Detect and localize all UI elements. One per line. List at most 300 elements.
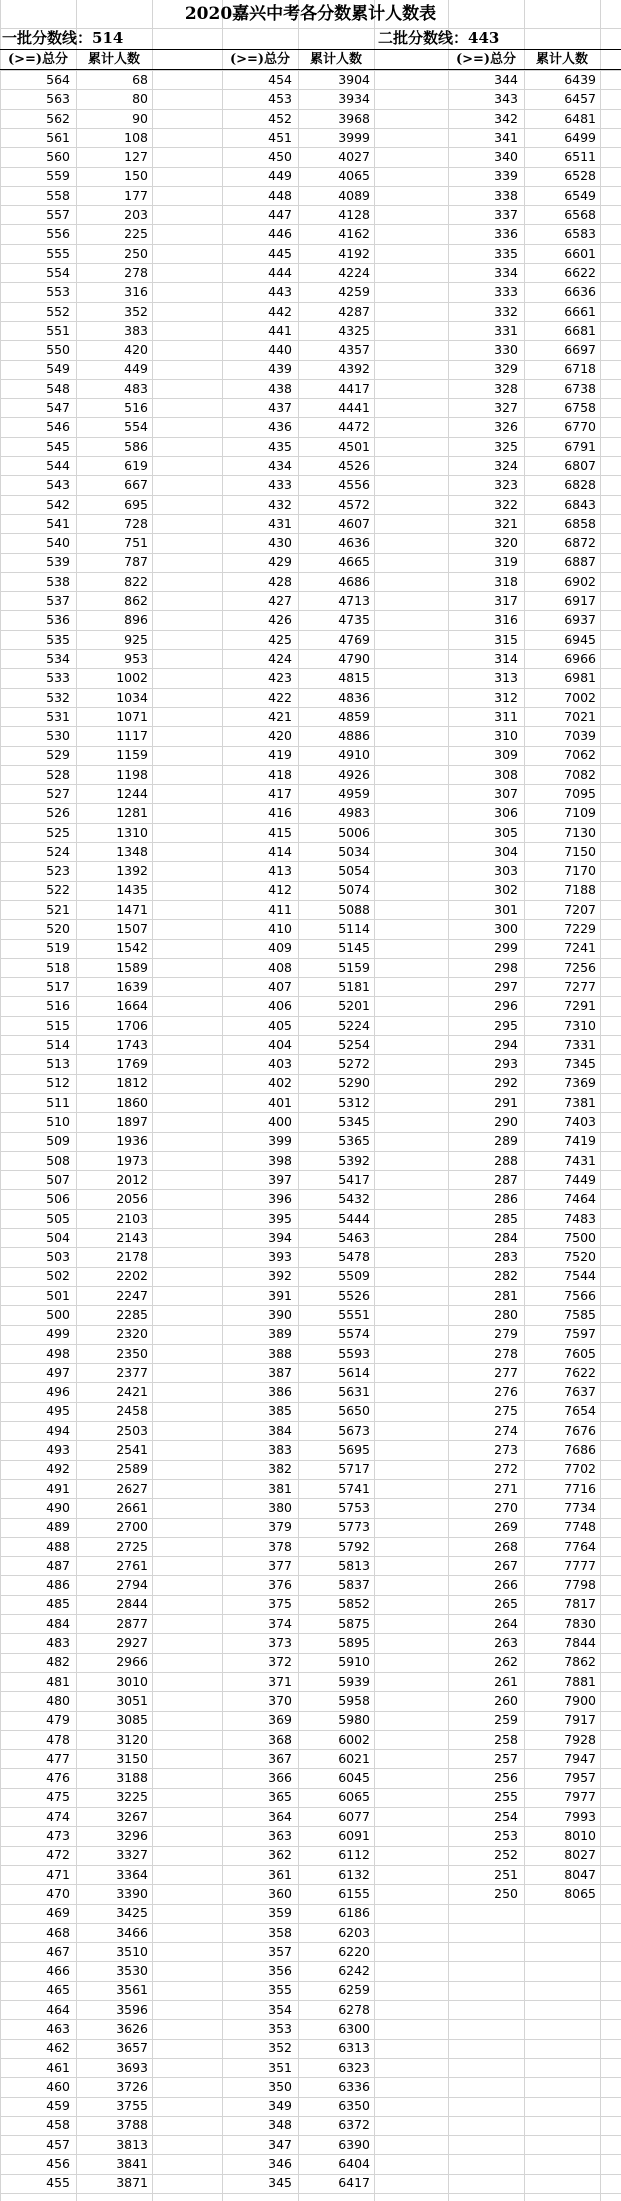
score-cell: 418	[268, 766, 292, 782]
table-row	[222, 1787, 374, 1806]
table-row	[0, 475, 152, 494]
score-cell: 423	[268, 670, 292, 686]
count-cell: 1936	[116, 1133, 148, 1149]
table-row	[0, 186, 152, 205]
count-cell: 4607	[338, 515, 370, 531]
count-cell: 6738	[564, 380, 596, 396]
count-cell: 3327	[116, 1847, 148, 1863]
count-cell: 4259	[338, 284, 370, 300]
score-cell: 386	[268, 1384, 292, 1400]
table-row	[222, 1807, 374, 1826]
count-cell: 7520	[564, 1249, 596, 1265]
count-cell: 6622	[564, 264, 596, 280]
table-row	[222, 572, 374, 591]
table-row	[0, 2173, 152, 2192]
score-cell: 534	[46, 650, 70, 666]
score-cell: 288	[494, 1152, 518, 1168]
count-cell: 1071	[116, 708, 148, 724]
table-row	[0, 1247, 152, 1266]
table-row	[0, 1498, 152, 1517]
table-row	[448, 842, 600, 861]
table-row	[448, 533, 600, 552]
score-cell: 392	[268, 1268, 292, 1284]
count-cell: 5478	[338, 1249, 370, 1265]
score-cell: 340	[494, 149, 518, 165]
table-row	[0, 495, 152, 514]
count-cell: 2503	[116, 1422, 148, 1438]
count-cell: 7748	[564, 1519, 596, 1535]
score-cell: 549	[46, 361, 70, 377]
count-cell: 6807	[564, 457, 596, 473]
count-cell: 1198	[116, 766, 148, 782]
score-cell: 464	[46, 2001, 70, 2017]
count-cell: 5444	[338, 1210, 370, 1226]
table-row	[222, 321, 374, 340]
count-cell: 1392	[116, 863, 148, 879]
score-cell: 318	[494, 573, 518, 589]
table-row	[448, 1421, 600, 1440]
table-row	[0, 109, 152, 128]
score-cell: 324	[494, 457, 518, 473]
table-row	[222, 1884, 374, 1903]
score-cell: 415	[268, 824, 292, 840]
score-cell: 497	[46, 1364, 70, 1380]
count-cell: 4472	[338, 419, 370, 435]
score-cell: 563	[46, 91, 70, 107]
count-cell: 6186	[338, 1905, 370, 1921]
count-cell: 6242	[338, 1963, 370, 1979]
count-cell: 7381	[564, 1094, 596, 1110]
table-row	[0, 1170, 152, 1189]
score-cell: 278	[494, 1345, 518, 1361]
score-cell: 337	[494, 207, 518, 223]
table-row	[0, 205, 152, 224]
count-cell: 7716	[564, 1480, 596, 1496]
table-row	[448, 919, 600, 938]
score-cell: 527	[46, 785, 70, 801]
count-cell: 7947	[564, 1750, 596, 1766]
count-cell: 5650	[338, 1403, 370, 1419]
count-cell: 6350	[338, 2098, 370, 2114]
count-cell: 2541	[116, 1442, 148, 1458]
count-cell: 7331	[564, 1036, 596, 1052]
count-cell: 3150	[116, 1750, 148, 1766]
table-row	[448, 1131, 600, 1150]
table-row	[222, 1131, 374, 1150]
table-row	[448, 1286, 600, 1305]
score-cell: 511	[46, 1094, 70, 1110]
table-row	[448, 1498, 600, 1517]
score-cell: 434	[268, 457, 292, 473]
table-row	[0, 398, 152, 417]
count-cell: 7369	[564, 1075, 596, 1091]
table-row	[0, 2135, 152, 2154]
score-cell: 523	[46, 863, 70, 879]
table-row	[448, 1710, 600, 1729]
count-cell: 4926	[338, 766, 370, 782]
score-cell: 323	[494, 477, 518, 493]
table-row	[448, 166, 600, 185]
table-row	[448, 1016, 600, 1035]
table-row	[222, 2038, 374, 2057]
score-cell: 473	[46, 1828, 70, 1844]
header-score-2: (>=)总分	[229, 52, 291, 67]
score-cell: 397	[268, 1171, 292, 1187]
score-cell: 294	[494, 1036, 518, 1052]
table-row	[448, 70, 600, 89]
table-row	[0, 823, 152, 842]
score-cell: 530	[46, 728, 70, 744]
count-cell: 449	[124, 361, 148, 377]
table-row	[448, 514, 600, 533]
table-row	[0, 1305, 152, 1324]
table-row	[0, 861, 152, 880]
score-cell: 476	[46, 1770, 70, 1786]
count-cell: 6077	[338, 1808, 370, 1824]
table-row	[222, 1440, 374, 1459]
score-cell: 469	[46, 1905, 70, 1921]
count-cell: 7764	[564, 1538, 596, 1554]
table-row	[0, 1942, 152, 1961]
score-cell: 345	[268, 2175, 292, 2191]
score-cell: 344	[494, 72, 518, 87]
score-cell: 437	[268, 400, 292, 416]
count-cell: 2927	[116, 1635, 148, 1651]
table-row	[222, 1575, 374, 1594]
score-cell: 357	[268, 1943, 292, 1959]
table-row	[222, 1228, 374, 1247]
count-cell: 7002	[564, 689, 596, 705]
header-count-3: 累计人数	[535, 52, 588, 67]
score-cell: 426	[268, 612, 292, 628]
score-cell: 377	[268, 1557, 292, 1573]
table-row	[222, 1710, 374, 1729]
count-cell: 1281	[116, 805, 148, 821]
count-cell: 6045	[338, 1770, 370, 1786]
table-row	[448, 1614, 600, 1633]
score-cell: 298	[494, 959, 518, 975]
count-cell: 420	[124, 342, 148, 358]
score-cell: 263	[494, 1635, 518, 1651]
count-cell: 695	[124, 496, 148, 512]
score-cell: 551	[46, 322, 70, 338]
count-cell: 7957	[564, 1770, 596, 1786]
count-cell: 5741	[338, 1480, 370, 1496]
table-row	[0, 1787, 152, 1806]
count-cell: 6758	[564, 400, 596, 416]
count-cell: 3051	[116, 1692, 148, 1708]
count-cell: 7777	[564, 1557, 596, 1573]
table-row	[448, 688, 600, 707]
table-row	[222, 784, 374, 803]
score-cell: 550	[46, 342, 70, 358]
count-cell: 4441	[338, 400, 370, 416]
score-cell: 273	[494, 1442, 518, 1458]
count-cell: 6002	[338, 1731, 370, 1747]
table-row	[448, 456, 600, 475]
table-row	[222, 359, 374, 378]
score-cell: 359	[268, 1905, 292, 1921]
score-cell: 317	[494, 593, 518, 609]
count-cell: 4665	[338, 554, 370, 570]
table-row	[0, 1401, 152, 1420]
score-cell: 296	[494, 998, 518, 1014]
score-cell: 443	[268, 284, 292, 300]
score-cell: 441	[268, 322, 292, 338]
table-row	[222, 688, 374, 707]
count-cell: 5054	[338, 863, 370, 879]
table-row	[222, 1035, 374, 1054]
score-cell: 283	[494, 1249, 518, 1265]
count-cell: 6981	[564, 670, 596, 686]
table-row	[222, 977, 374, 996]
count-cell: 4027	[338, 149, 370, 165]
table-row	[0, 359, 152, 378]
table-row	[0, 1961, 152, 1980]
score-cell: 342	[494, 110, 518, 126]
score-cell: 542	[46, 496, 70, 512]
count-cell: 6843	[564, 496, 596, 512]
count-cell: 1310	[116, 824, 148, 840]
count-cell: 5290	[338, 1075, 370, 1091]
table-row	[222, 1189, 374, 1208]
table-row	[222, 1614, 374, 1633]
score-cell: 503	[46, 1249, 70, 1265]
count-cell: 5392	[338, 1152, 370, 1168]
score-cell: 442	[268, 303, 292, 319]
score-cell: 310	[494, 728, 518, 744]
score-cell: 435	[268, 438, 292, 454]
count-cell: 7241	[564, 940, 596, 956]
table-row	[448, 1035, 600, 1054]
table-row	[222, 745, 374, 764]
table-row	[222, 1421, 374, 1440]
score-cell: 502	[46, 1268, 70, 1284]
count-cell: 352	[124, 303, 148, 319]
count-cell: 4526	[338, 457, 370, 473]
table-row	[448, 745, 600, 764]
score-cell: 433	[268, 477, 292, 493]
count-cell: 4790	[338, 650, 370, 666]
score-cell: 259	[494, 1712, 518, 1728]
count-cell: 3626	[116, 2020, 148, 2036]
count-cell: 2844	[116, 1596, 148, 1612]
score-cell: 284	[494, 1229, 518, 1245]
count-cell: 2661	[116, 1499, 148, 1515]
score-cell: 262	[494, 1654, 518, 1670]
table-row	[222, 224, 374, 243]
table-row	[448, 128, 600, 147]
count-cell: 6499	[564, 129, 596, 145]
count-cell: 2589	[116, 1461, 148, 1477]
count-cell: 862	[124, 593, 148, 609]
score-cell: 269	[494, 1519, 518, 1535]
count-cell: 953	[124, 650, 148, 666]
count-cell: 6770	[564, 419, 596, 435]
table-row	[0, 1093, 152, 1112]
table-row	[222, 109, 374, 128]
score-cell: 382	[268, 1461, 292, 1477]
count-cell: 7403	[564, 1114, 596, 1130]
score-cell: 255	[494, 1789, 518, 1805]
table-row	[448, 1189, 600, 1208]
score-cell: 424	[268, 650, 292, 666]
count-cell: 6021	[338, 1750, 370, 1766]
score-cell: 498	[46, 1345, 70, 1361]
table-row	[222, 456, 374, 475]
count-cell: 6300	[338, 2020, 370, 2036]
table-row	[222, 398, 374, 417]
score-cell: 250	[494, 1885, 518, 1901]
score-cell: 558	[46, 187, 70, 203]
score-cell: 538	[46, 573, 70, 589]
score-cell: 524	[46, 843, 70, 859]
count-cell: 3390	[116, 1885, 148, 1901]
score-cell: 271	[494, 1480, 518, 1496]
count-cell: 6390	[338, 2136, 370, 2152]
table-row	[222, 1556, 374, 1575]
table-row	[448, 1228, 600, 1247]
count-cell: 1639	[116, 978, 148, 994]
table-row	[0, 1537, 152, 1556]
table-row	[448, 649, 600, 668]
score-cell: 321	[494, 515, 518, 531]
table-row	[222, 244, 374, 263]
table-row	[222, 1942, 374, 1961]
count-cell: 5551	[338, 1307, 370, 1322]
count-cell: 5145	[338, 940, 370, 956]
table-row	[0, 726, 152, 745]
count-cell: 1117	[116, 728, 148, 744]
table-row	[222, 1016, 374, 1035]
table-row	[0, 668, 152, 687]
table-row	[448, 282, 600, 301]
table-row	[0, 649, 152, 668]
count-cell: 2421	[116, 1384, 148, 1400]
count-cell: 68	[132, 72, 148, 87]
table-row	[222, 880, 374, 899]
table-row	[0, 1151, 152, 1170]
score-cell: 450	[268, 149, 292, 165]
score-cell: 376	[268, 1577, 292, 1593]
batch1-line	[2, 28, 123, 49]
count-cell: 6278	[338, 2001, 370, 2017]
count-cell: 4287	[338, 303, 370, 319]
score-cell: 252	[494, 1847, 518, 1863]
score-cell: 539	[46, 554, 70, 570]
score-cell: 279	[494, 1326, 518, 1342]
score-cell: 394	[268, 1229, 292, 1245]
count-cell: 7130	[564, 824, 596, 840]
count-cell: 1542	[116, 940, 148, 956]
score-cell: 516	[46, 998, 70, 1014]
table-row	[0, 784, 152, 803]
table-row	[222, 1305, 374, 1324]
count-cell: 5792	[338, 1538, 370, 1554]
score-cell: 540	[46, 535, 70, 551]
table-row	[0, 282, 152, 301]
count-cell: 2627	[116, 1480, 148, 1496]
count-cell: 127	[124, 149, 148, 165]
table-row	[222, 1980, 374, 1999]
count-cell: 1159	[116, 747, 148, 763]
count-cell: 1706	[116, 1017, 148, 1033]
score-cell: 331	[494, 322, 518, 338]
count-cell: 896	[124, 612, 148, 628]
score-cell: 261	[494, 1673, 518, 1689]
score-cell: 556	[46, 226, 70, 242]
score-cell: 537	[46, 593, 70, 609]
header-count-1: 累计人数	[87, 52, 140, 67]
score-cell: 427	[268, 593, 292, 609]
count-cell: 278	[124, 264, 148, 280]
table-row	[222, 1286, 374, 1305]
count-cell: 2320	[116, 1326, 148, 1342]
count-cell: 4959	[338, 785, 370, 801]
count-cell: 6937	[564, 612, 596, 628]
table-row	[0, 1903, 152, 1922]
table-row	[222, 1672, 374, 1691]
score-cell: 416	[268, 805, 292, 821]
table-row	[448, 1112, 600, 1131]
count-cell: 5837	[338, 1577, 370, 1593]
table-row	[448, 803, 600, 822]
table-row	[0, 2115, 152, 2134]
table-row	[222, 2135, 374, 2154]
score-cell: 301	[494, 901, 518, 917]
count-cell: 5074	[338, 882, 370, 898]
table-row	[448, 1209, 600, 1228]
count-cell: 7844	[564, 1635, 596, 1651]
score-cell: 490	[46, 1499, 70, 1515]
count-cell: 5773	[338, 1519, 370, 1535]
score-cell: 355	[268, 1982, 292, 1998]
table-row	[222, 610, 374, 629]
count-cell: 5939	[338, 1673, 370, 1689]
count-cell: 5980	[338, 1712, 370, 1728]
table-row	[222, 1401, 374, 1420]
count-cell: 6966	[564, 650, 596, 666]
score-cell: 449	[268, 168, 292, 184]
score-cell: 512	[46, 1075, 70, 1091]
score-cell: 446	[268, 226, 292, 242]
table-row	[448, 861, 600, 880]
table-row	[448, 205, 600, 224]
score-cell: 363	[268, 1828, 292, 1844]
score-cell: 528	[46, 766, 70, 782]
table-row	[0, 1614, 152, 1633]
score-cell: 470	[46, 1885, 70, 1901]
table-row	[0, 1556, 152, 1575]
score-cell: 422	[268, 689, 292, 705]
count-cell: 7464	[564, 1191, 596, 1207]
count-cell: 7500	[564, 1229, 596, 1245]
score-cell: 303	[494, 863, 518, 879]
count-cell: 6091	[338, 1828, 370, 1844]
count-cell: 751	[124, 535, 148, 551]
table-row	[0, 1730, 152, 1749]
score-cell: 311	[494, 708, 518, 724]
table-row	[0, 1112, 152, 1131]
score-cell: 504	[46, 1229, 70, 1245]
count-cell: 5254	[338, 1036, 370, 1052]
count-cell: 5695	[338, 1442, 370, 1458]
score-cell: 456	[46, 2156, 70, 2172]
table-row	[448, 1170, 600, 1189]
table-row	[0, 263, 152, 282]
count-cell: 7585	[564, 1307, 596, 1322]
table-row	[0, 128, 152, 147]
